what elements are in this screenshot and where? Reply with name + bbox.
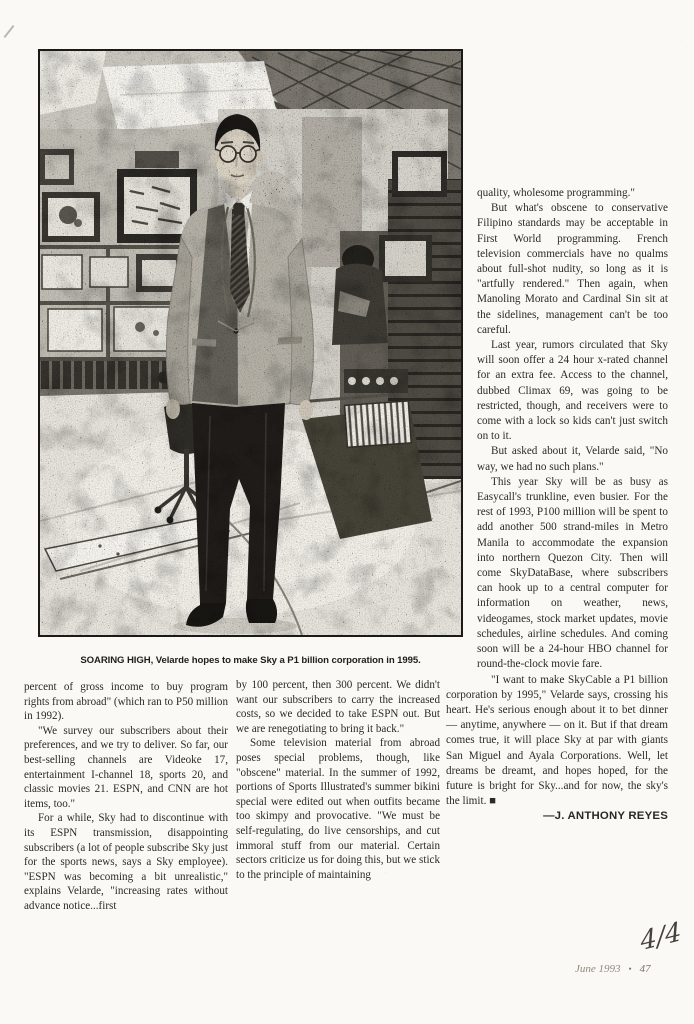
page-footer (575, 963, 651, 975)
article-paragraph: by 100 percent, then 300 percent. We didn't want our subscribers to carry the increased costs, so we decided to take ESPN out. But we are renegotiating to bring it back." (236, 679, 440, 735)
article-paragraph: "I want to make SkyCable a P1 billion corporation by 1995," Velarde says, crossing his heart. He's serious enough about it to bet dinner — anytime, anywhere — on it. But if that dream comes true, it will place Sky at par with giants San Miguel and Ayala Corporations. Well, let dreams be dreamt, and hopes hoped, for the future is bright for Sky...and for now, the sky's the limit. ■ (446, 673, 668, 808)
handwritten-mark: 4/4 (639, 916, 683, 958)
article-paragraph: But asked about it, Velarde said, "No way, we had no such plans." (477, 445, 668, 473)
author-byline: —J. ANTHONY REYES (543, 810, 668, 823)
article-paragraph: quality, wholesome programming." (477, 187, 635, 199)
article-paragraph: This year Sky will be as busy as Easycall's trunkline, even busier. For the rest of 1993, P100 million will be spent to add another 500 strand-miles in Metro Manila to accommodate the expansion into northern Quezon City. Then will come SkyDataBase, where subscribers can hook up to a central computer for information on weather, news, videogames, stock market updates, movie schedules, airline schedules. And coming soon will be a 24-hour HBO channel for round-the-clock movie fare. (477, 475, 668, 671)
article-paragraph: Last year, rumors circulated that Sky will soon offer a 24 hour x-rated channel for an extra fee. Access to the channel, dubbed Climax 69, was going to be restricted, though, and receivers were to come with a lock so kids can't just switch on to it. (477, 339, 668, 443)
column-left (24, 680, 228, 914)
article-paragraph: Some television material from abroad poses special problems, though, like "obscene" material. In the summer of 1992, portions of Sports Illustrated's summer bikini special were edited out when outfits became too skimpy and provocative. "We must be self-regulating, do live censorships, and cut immoral stuff from our material. Certain sectors criticize us for doing this, but we stick to the principle of maintaining (236, 737, 440, 881)
article-paragraph: For a while, Sky had to discontinue with its ESPN transmission, disappointing subscribers (a lot of people subscribe Sky just for the sports news, says a Sky employee). "ESPN was becoming a bit unrealistic," explains Velarde, "increasing rates without advance notice...first (24, 812, 228, 912)
column-right (446, 186, 668, 825)
stray-pen-mark (4, 25, 15, 38)
issue-date: June 1993 (575, 963, 621, 975)
footer-bullet: • (628, 964, 632, 974)
photo-caption: SOARING HIGH, Velarde hopes to make Sky a P1 billion corporation in 1995. (80, 654, 421, 666)
photo-velarde-control-room (38, 49, 463, 637)
article-paragraph: "We survey our subscribers about their preferences, and we try to deliver. So far, our best-selling channels are Videoke 17, entertainment I-channel 18, sports 20, and classic movies 21. ESPN, and CNN are hot items, too." (24, 724, 228, 810)
article-paragraph: percent of gross income to buy program rights from abroad" (which ran to P50 million in 1992). (24, 681, 228, 723)
film-grain-overlay (40, 51, 461, 635)
article-paragraph: But what's obscene to conservative Filipino standards may be acceptable in First World programming. French television commercials have no qualms about full-shot nudity, so long as it is "artfully rendered." Then again, when Manoling Morato and Cardinal Sin sit at the sidelines, management can't be too careful. (477, 202, 668, 336)
photo-wrap-spacer (446, 186, 477, 683)
page-number: 47 (639, 963, 651, 975)
column-middle (236, 678, 440, 882)
control-room-photo-art (40, 51, 461, 635)
